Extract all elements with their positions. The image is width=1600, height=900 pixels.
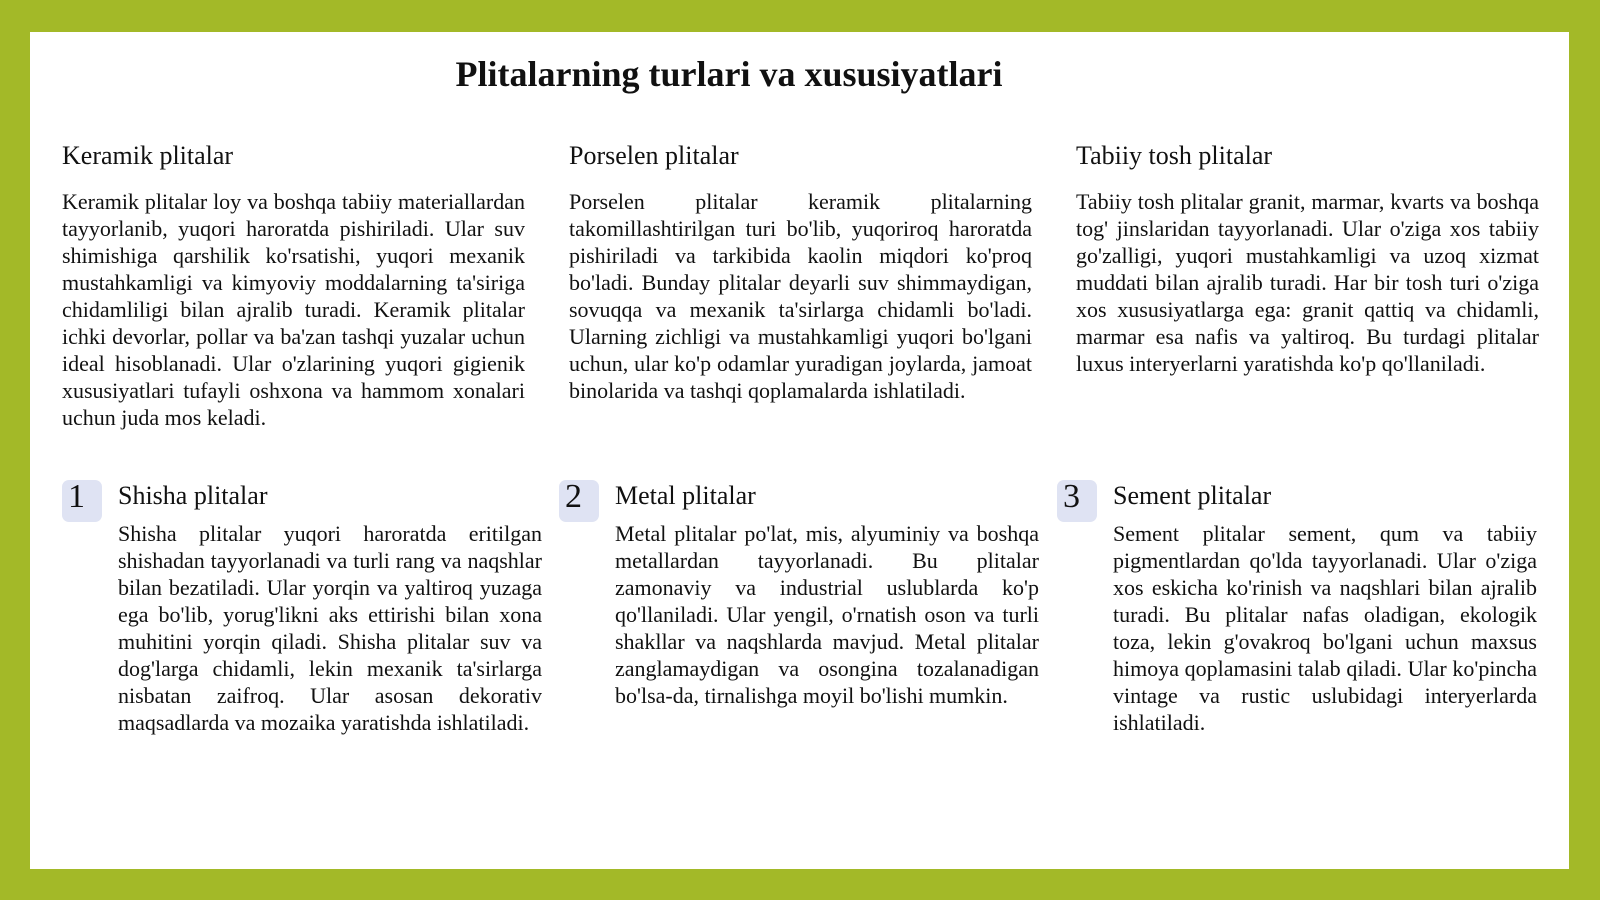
item-heading: Metal plitalar xyxy=(615,481,756,510)
column-heading: Keramik plitalar xyxy=(62,141,234,170)
page-title: Plitalarning turlari va xususiyatlari xyxy=(455,54,1003,94)
column-heading: Porselen plitalar xyxy=(569,141,739,170)
item-text: Metal plitalar po'lat, mis, alyuminiy va boshqa metallardan tayyorlanadi. Bu plitalar zamonaviy va industrial uslublarda ko'p qo'llaniladi. Ular yengil, o'rnatish oson va turli shakllar va naqshlarda mavjud. Metal plitalar zanglamaydigan va osongina tozalanadigan bo'lsa-da, tirnalishga moyil bo'lishi mumkin. xyxy=(615,521,1039,708)
number-badge: 3 xyxy=(1057,480,1097,522)
slide xyxy=(30,32,1569,869)
item-heading: Sement plitalar xyxy=(1113,481,1272,510)
item-body xyxy=(615,480,1039,709)
column-tabiiy-tosh xyxy=(1076,140,1539,377)
column-text: Tabiiy tosh plitalar granit, marmar, kvarts va boshqa tog' jinslaridan tayyorlanadi. Ular o'ziga xos tabiiy go'zalligi, yuqori mustahkamligi va uzoq xizmat muddati bilan ajralib turadi. Har bir tosh turi o'ziga xos xususiyatlarga ega: granit qattiq va chidamli, marmar esa nafis va yaltiroq. Bu turdagi plitalar luxus interyerlarni yaratishda ko'p qo'llaniladi. xyxy=(1076,189,1539,376)
column-text: Keramik plitalar loy va boshqa tabiiy materiallardan tayyorlanib, yuqori haroratda pishiriladi. Ular suv shimishiga qarshilik ko'rsatishi, yuqori mexanik mustahkamligi va kimyoviy moddalarning ta'siriga chidamliligi bilan ajralib turadi. Keramik plitalar ichki devorlar, pollar va ba'zan tashqi yuzalar uchun ideal hisoblanadi. Ular o'zlarining yuqori gigienik xususiyatlari tufayli oshxona va hammom xonalari uchun juda mos keladi. xyxy=(62,189,525,430)
item-text: Sement plitalar sement, qum va tabiiy pigmentlardan qo'lda tayyorlanadi. Ular o'ziga xos eskicha ko'rinish va naqshlari bilan ajralib turadi. Bu plitalar nafas oladigan, ekologik toza, lekin g'ovakroq bo'lgani uchun maxsus himoya qoplamasini talab qiladi. Ular ko'pincha vintage va rustic uslubidagi interyerlarda ishlatiladi. xyxy=(1113,521,1537,735)
item-text: Shisha plitalar yuqori haroratda eritilgan shishadan tayyorlanadi va turli rang va naqshlar bilan bezatiladi. Ular yorqin va yaltiroq yuzaga ega bo'lib, yorug'likni aks ettirishi bilan xona muhitini yorqin qiladi. Shisha plitalar suv va dog'larga chidamli, lekin mexanik ta'sirlarga nisbatan zaifroq. Ular asosan dekorativ maqsadlarda va mozaika yaratishda ishlatiladi. xyxy=(118,521,542,735)
column-text: Porselen plitalar keramik plitalarning takomillashtirilgan turi bo'lib, yuqoriroq haroratda pishiriladi va tarkibida kaolin miqdori ko'proq bo'ladi. Bunday plitalar deyarli suv shimmaydigan, sovuqqa va mexanik ta'sirlarga chidamli bo'ladi. Ularning zichligi va mustahkamligi yuqori bo'lgani uchun, ular ko'p odamlar yuradigan joylarda, jamoat binolarida va tashqi qoplamalarda ishlatiladi. xyxy=(569,189,1032,403)
column-keramik xyxy=(62,140,525,431)
item-heading: Shisha plitalar xyxy=(118,481,268,510)
item-body xyxy=(1113,480,1537,736)
column-heading: Tabiiy tosh plitalar xyxy=(1076,141,1273,170)
column-porselen xyxy=(569,140,1032,404)
number-badge: 2 xyxy=(559,480,599,522)
item-body xyxy=(118,480,542,736)
number-badge: 1 xyxy=(62,480,102,522)
